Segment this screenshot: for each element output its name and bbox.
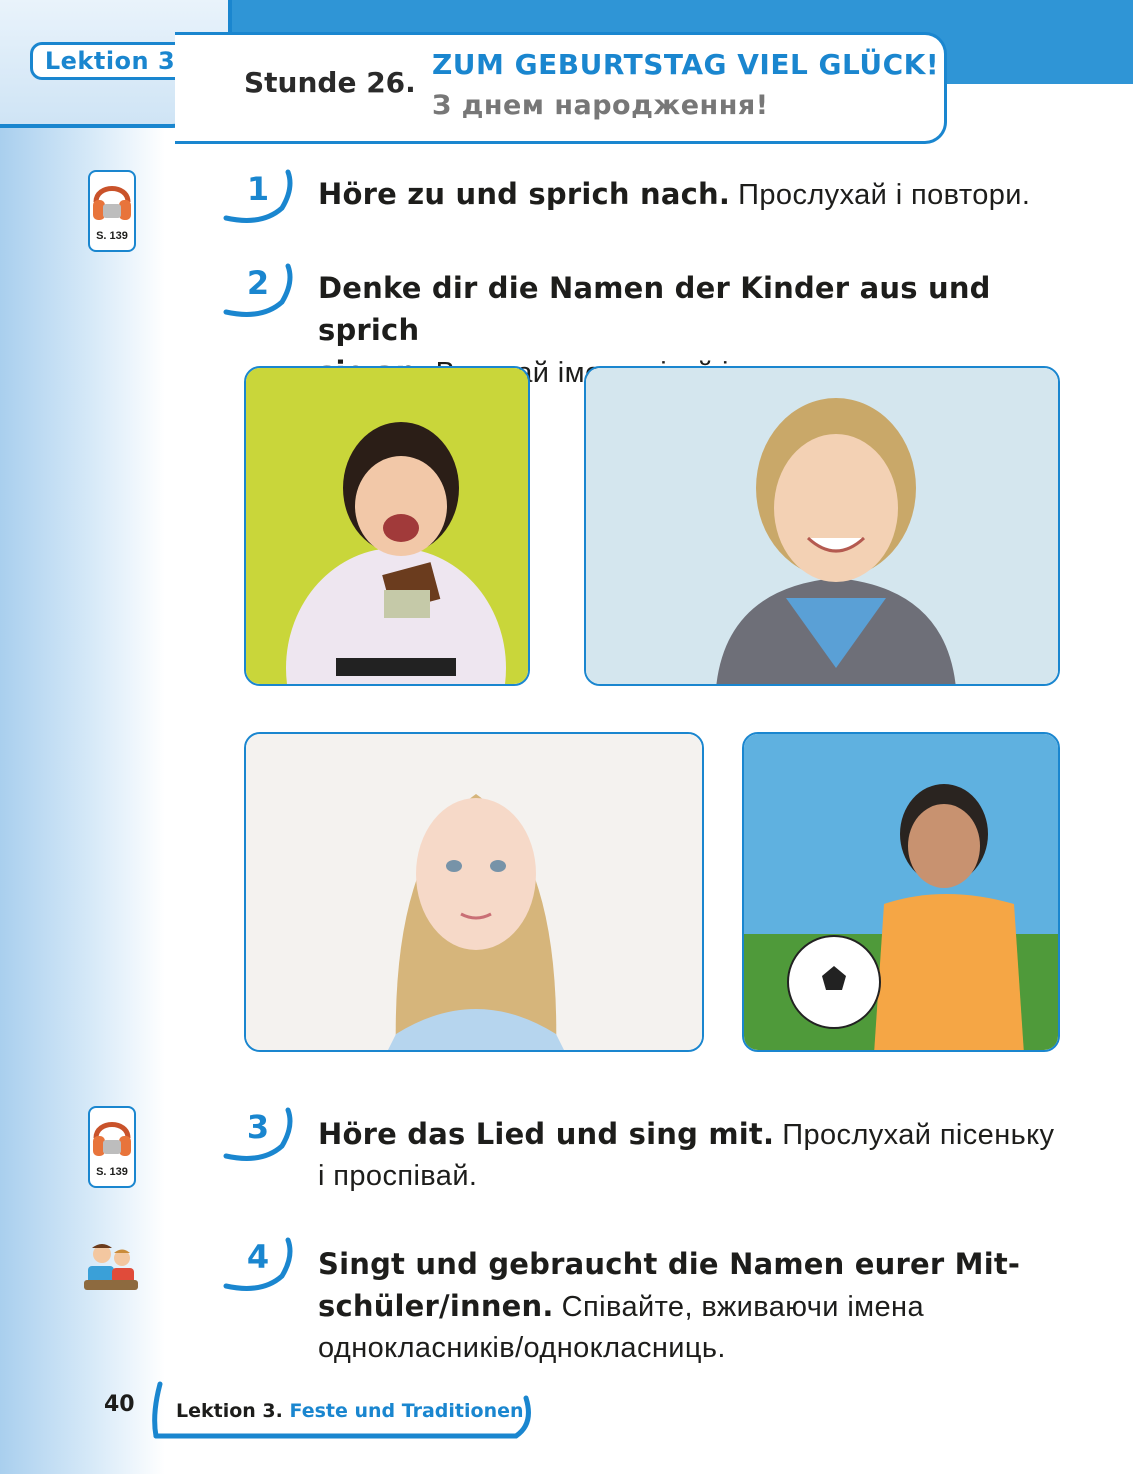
task-number-1: 1 bbox=[222, 168, 298, 236]
photo-blond-girl bbox=[244, 732, 704, 1052]
page-title: ZUM GEBURTSTAG VIEL GLÜCK! bbox=[432, 48, 940, 81]
pair-work-icon bbox=[82, 1238, 140, 1294]
task-1-de: Höre zu und sprich nach. bbox=[318, 177, 731, 211]
task-number-4: 4 bbox=[222, 1236, 298, 1304]
photo-girl-chocolate bbox=[244, 366, 530, 686]
audio-reference-2[interactable] bbox=[88, 1106, 136, 1194]
audio-page-ref: S. 139 bbox=[96, 230, 128, 242]
task-1-uk: Прослухай і повтори. bbox=[738, 179, 1031, 211]
headphones-icon bbox=[90, 1108, 134, 1164]
task-number-3: 3 bbox=[222, 1106, 298, 1174]
task-number-2: 2 bbox=[222, 262, 298, 330]
photo-boy-football bbox=[742, 732, 1060, 1052]
task-4-instruction bbox=[318, 1244, 1058, 1369]
task-4-de-line1: Singt und gebraucht die Namen eurer Mit- bbox=[318, 1247, 1021, 1281]
audio-reference-1[interactable] bbox=[88, 170, 136, 258]
photo-boy-smiling bbox=[584, 366, 1060, 686]
lesson-number: Stunde 26. bbox=[244, 66, 416, 99]
lektion-label: Lektion 3 bbox=[30, 42, 190, 80]
task-4-uk-line1: Співайте, вживаючи імена bbox=[561, 1291, 924, 1323]
page-subtitle: З днем народження! bbox=[432, 90, 769, 121]
task-1-instruction bbox=[318, 174, 1058, 216]
footer-topic: Feste und Traditionen bbox=[289, 1400, 524, 1422]
footer-lesson: Lektion 3. bbox=[176, 1400, 283, 1422]
task-4-de-line2: schüler/innen. bbox=[318, 1289, 554, 1323]
headphones-icon bbox=[90, 172, 134, 228]
task-3-instruction bbox=[318, 1114, 1058, 1197]
task-2-de-line1: Denke dir die Namen der Kinder aus und sprich bbox=[318, 271, 991, 347]
task-3-de: Höre das Lied und sing mit. bbox=[318, 1117, 775, 1151]
footer-title bbox=[176, 1400, 524, 1422]
task-3-uk-line1: Прослухай пісеньку bbox=[782, 1119, 1055, 1151]
task-4-uk-line2: однокласників/однокласниць. bbox=[318, 1332, 726, 1364]
audio-page-ref: S. 139 bbox=[96, 1166, 128, 1178]
task-3-uk-line2: і проспівай. bbox=[318, 1160, 478, 1192]
page-number: 40 bbox=[104, 1392, 135, 1417]
